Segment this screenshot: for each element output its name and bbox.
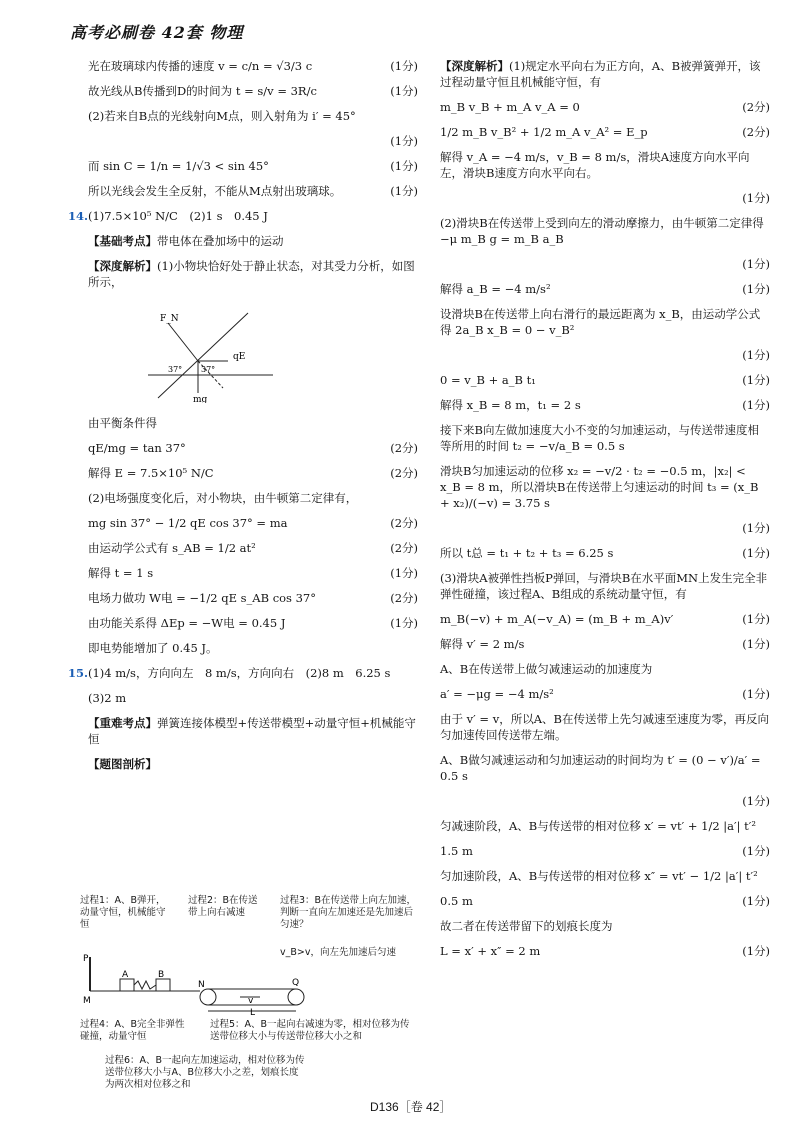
left-line: (2)若来自B点的光线射向M点，则入射角为 i′ = 45° — [88, 109, 356, 123]
q14-tag-analysis: 【深度解析】(1)小物块恰好处于静止状态，对其受力分析，如图所示， — [88, 259, 415, 289]
score: (1分) — [390, 134, 418, 148]
q15-tag-key: 【重难考点】弹簧连接体模型+传送带模型+动量守恒+机械能守恒 — [88, 716, 416, 746]
q14-tag-basic: 【基础考点】带电体在叠加场中的运动 — [88, 234, 284, 248]
left-line: 而 sin C = 1/n = 1/√3 < sin 45° (1分) — [88, 159, 418, 173]
right-line: 1.5 m (1分) — [440, 844, 770, 858]
q15-tag-figure: 【题图剖析】 — [88, 757, 157, 771]
right-line: 由于 v′ = v，所以A、B在传送带上先匀减速至速度为零，再反向匀加速传回传送带左端。 — [440, 712, 769, 742]
right-line: 0 = v_B + a_B t₁ (1分) — [440, 373, 770, 387]
label-p: P — [83, 954, 89, 964]
angle-label: 37° — [168, 365, 183, 374]
right-line: 【深度解析】(1)规定水平向右为正方向，A、B被弹簧弹开，该过程动量守恒且机械能守恒，有 — [440, 59, 761, 89]
angle-label: 37° — [201, 365, 216, 374]
right-line: 解得 v′ = 2 m/s (1分) — [440, 637, 770, 651]
right-line: 故二者在传送带留下的划痕长度为 — [440, 919, 613, 933]
score: (1分) — [742, 521, 770, 535]
flow-step-3: 过程3：B在传送带上向左加速，判断一直向左加速还是先加速后匀速？ — [280, 895, 417, 930]
flow-step-4: 过程4：A、B完全非弹性碰撞，动量守恒 — [80, 1019, 185, 1042]
page-header: 高考必刷卷 42套 物理 — [70, 23, 244, 42]
page-footer: D136［卷 42］ — [370, 1100, 452, 1114]
right-line: 1/2 m_B v_B² + 1/2 m_A v_A² = E_p (2分) — [440, 125, 770, 139]
label-b: B — [158, 970, 165, 980]
right-line: 滑块B匀加速运动的位移 x₂ = −v/2 · t₂ = −0.5 m，|x₂| < x_B = 8 m，所以滑块B在传送带上匀速运动的时间 t₃ = (x_B + x₂)/(−v) = 3.75 s — [440, 464, 759, 510]
score: (1分) — [742, 257, 770, 271]
mg-label: mg — [193, 395, 208, 403]
left-line: 由功能关系得 ΔEp = −W电 = 0.45 J (1分) — [88, 616, 418, 630]
belt-figure — [80, 953, 425, 1015]
label-v: v — [248, 996, 254, 1006]
right-line: A、B做匀减速运动和匀加速运动的时间均为 t′ = (0 − v′)/a′ = 0.5 s — [440, 753, 761, 783]
right-line: m_B(−v) + m_A(−v_A) = (m_B + m_A)v′ (1分) — [440, 612, 770, 626]
left-line: (2)电场强度变化后，对小物块，由牛顿第二定律有， — [88, 491, 358, 505]
label-l: L — [250, 1008, 256, 1015]
left-column — [68, 58, 418, 781]
left-line: 解得 E = 7.5×10⁵ N/C (2分) — [88, 466, 418, 480]
right-line: A、B在传送带上做匀减速运动的加速度为 — [440, 662, 653, 676]
label-a: A — [122, 970, 129, 980]
q15-answer-2: (3)2 m — [88, 691, 127, 705]
right-line: 设滑块B在传送带上向右滑行的最远距离为 x_B，由运动学公式得 2a_B x_B = 0 − v_B² — [440, 307, 761, 337]
process-diagram — [80, 895, 425, 1095]
right-line: 解得 a_B = −4 m/s² (1分) — [440, 282, 770, 296]
flow-step-2: 过程2：B在传送带上向右减速 — [188, 895, 258, 918]
right-line: (2)滑块B在传送带上受到向左的滑动摩擦力，由牛顿第二定律得 −μ m_B g = m_B a_B — [440, 216, 764, 246]
left-line: 所以光线会发生全反射，不能从M点射出玻璃球。 (1分) — [88, 184, 418, 198]
fn-label: F_N — [160, 314, 179, 324]
right-line: a′ = −μg = −4 m/s² (1分) — [440, 687, 770, 701]
left-line: 即电势能增加了 0.45 J。 — [88, 641, 218, 655]
right-line: (3)滑块A被弹性挡板P弹回，与滑块B在水平面MN上发生完全非弹性碰撞，该过程A、B组成的系统动量守恒，有 — [440, 571, 768, 601]
force-diagram — [138, 303, 278, 403]
right-line: 匀加速阶段，A、B与传送带的相对位移 x″ = vt′ − 1/2 |a′| t′² — [440, 869, 758, 883]
left-line: 由平衡条件得 — [88, 416, 157, 430]
left-line: 由运动学公式有 s_AB = 1/2 at² (2分) — [88, 541, 418, 555]
score: (1分) — [742, 191, 770, 205]
left-line: qE/mg = tan 37° (2分) — [88, 441, 418, 455]
right-line: 解得 x_B = 8 m，t₁ = 2 s (1分) — [440, 398, 770, 412]
right-line: L = x′ + x″ = 2 m (1分) — [440, 944, 770, 958]
q15-answer: 15. (1)4 m/s，方向向左 8 m/s，方向向右 (2)8 m 6.25 s — [68, 666, 391, 680]
left-line: mg sin 37° − 1/2 qE cos 37° = ma (2分) — [88, 516, 418, 530]
right-line: 接下来B向左做加速度大小不变的匀加速运动，与传送带速度相等所用的时间 t₂ = −v/a_B = 0.5 s — [440, 423, 759, 453]
flow-step-6: 过程6：A、B一起向左加速运动，相对位移为传送带位移大小与A、B位移大小之差，划痕长度为两次相对位移之和 — [105, 1055, 305, 1090]
right-line: 0.5 m (1分) — [440, 894, 770, 908]
label-m: M — [83, 996, 91, 1006]
right-line: m_B v_B + m_A v_A = 0 (2分) — [440, 100, 770, 114]
right-line: 所以 t总 = t₁ + t₂ + t₃ = 6.25 s (1分) — [440, 546, 770, 560]
flow-step-5: 过程5：A、B一起向右减速为零，相对位移为传送带位移大小与传送带位移大小之和 — [210, 1019, 410, 1042]
left-line: 解得 t = 1 s (1分) — [88, 566, 418, 580]
label-q: Q — [292, 978, 300, 988]
flow-step-3b: v_B>v，向左先加速后匀速 — [280, 947, 396, 958]
right-column — [440, 58, 770, 968]
score: (1分) — [742, 794, 770, 808]
right-line: 匀减速阶段，A、B与传送带的相对位移 x′ = vt′ + 1/2 |a′| t′² — [440, 819, 757, 833]
label-n: N — [198, 980, 205, 990]
right-line: 解得 v_A = −4 m/s，v_B = 8 m/s，滑块A速度方向水平向左，滑块B速度方向水平向右。 — [440, 150, 750, 180]
qe-label: qE — [233, 352, 246, 362]
flow-step-1: 过程1：A、B弹开，动量守恒，机械能守恒 — [80, 895, 166, 930]
left-line: 电场力做功 W电 = −1/2 qE s_AB cos 37° (2分) — [88, 591, 418, 605]
left-line: 光在玻璃球内传播的速度 v = c/n = √3/3 c (1分) — [88, 59, 418, 73]
score: (1分) — [742, 348, 770, 362]
left-line: 故光线从B传播到D的时间为 t = s/v = 3R/c (1分) — [88, 84, 418, 98]
q14-answer: 14. (1)7.5×10⁵ N/C (2)1 s 0.45 J — [68, 209, 268, 223]
